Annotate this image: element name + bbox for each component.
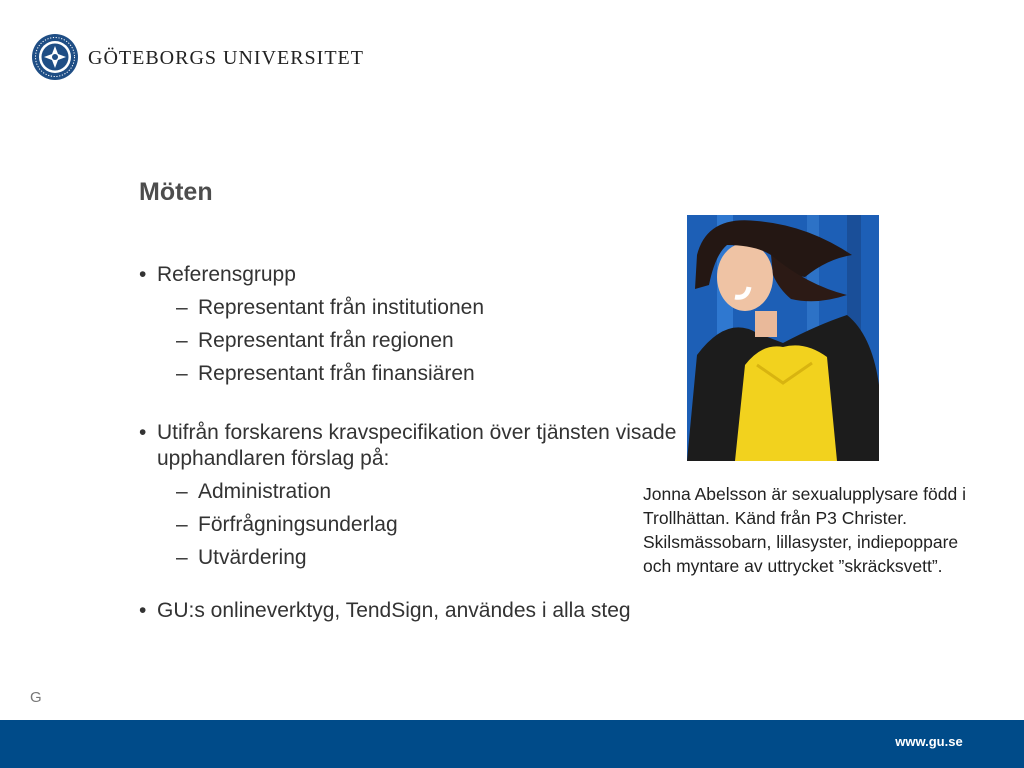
university-logo: [31, 33, 364, 81]
footer-left-mark: G: [30, 689, 42, 706]
sub-item-text: Representant från regionen: [198, 329, 454, 352]
sub-list: [139, 295, 679, 387]
bullet-item: [139, 262, 679, 288]
sub-item-text: Förfrågningsunderlag: [198, 513, 398, 536]
sub-item: – Administration: [176, 480, 332, 503]
slide-title: Möten: [139, 178, 213, 206]
footer-url-link[interactable]: www.gu.se: [895, 734, 963, 749]
bullet-item: [139, 598, 679, 624]
sub-list: [139, 479, 679, 571]
sub-item-text: Administration: [198, 480, 332, 503]
sub-item: – Utvärdering: [176, 546, 307, 569]
sub-item: – Förfrågningsunderlag: [176, 513, 398, 536]
bullet-text: Utifrån forskarens kravspecifikation över tjänsten visade upphandlaren förslag på:: [157, 421, 677, 470]
photo-caption: Jonna Abelsson är sexualupplysare född i Trollhättan. Känd från P3 Christer. Skilsmässobarn, lillasyster, indiepoppare och myntare av uttrycket ”skräcksvett”.: [643, 484, 966, 576]
university-name: GÖTEBORGS UNIVERSITET: [88, 46, 364, 69]
sub-item-text: Representant från finansiären: [198, 362, 475, 385]
university-seal-icon: [31, 33, 79, 81]
sub-item: – Representant från regionen: [176, 329, 454, 352]
bullet-text: GU:s onlineverktyg, TendSign, användes i alla steg: [157, 599, 631, 622]
sub-item-text: Representant från institutionen: [198, 296, 485, 319]
bullet-item: [139, 420, 679, 472]
slide-content: [139, 262, 679, 624]
sub-item-text: Utvärdering: [198, 546, 307, 569]
bullet-marker: •: [139, 421, 147, 444]
footer-bar: [0, 720, 1024, 768]
sub-item: – Representant från institutionen: [176, 296, 485, 319]
portrait-illustration: [687, 215, 879, 461]
bullet-marker: •: [139, 599, 147, 622]
bullet-marker: •: [139, 263, 147, 286]
sub-item: – Representant från finansiären: [176, 362, 475, 385]
portrait-photo: [687, 215, 879, 461]
bullet-text: Referensgrupp: [157, 263, 296, 286]
